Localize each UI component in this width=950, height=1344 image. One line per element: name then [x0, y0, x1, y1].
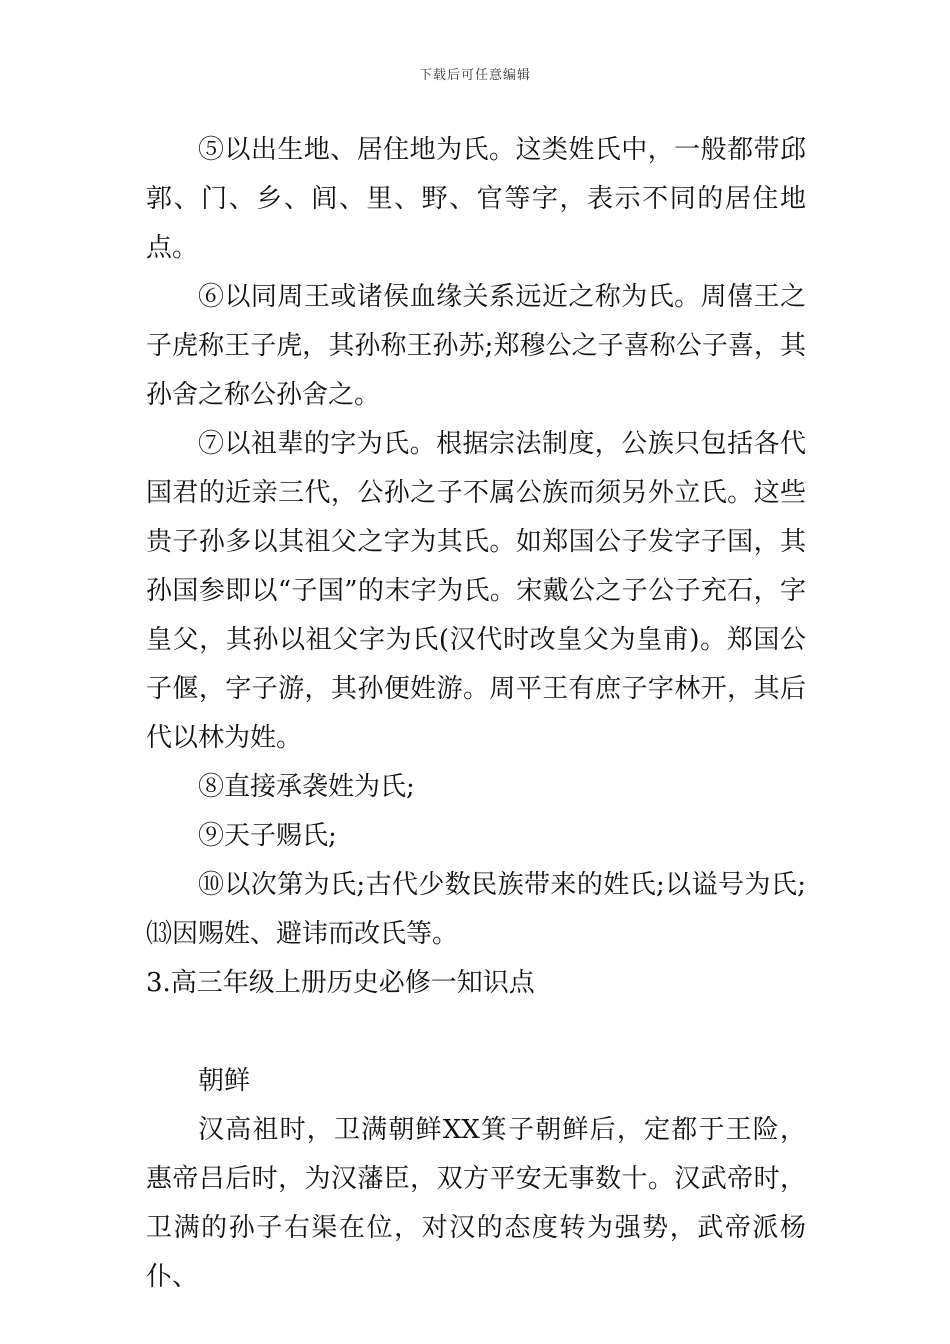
paragraph-5: ⑤以出生地、居住地为氏。这类姓氏中，一般都带邱郭、门、乡、闾、里、野、官等字，表示不同的居住地点。: [146, 135, 806, 263]
paragraph-chaoxian: 汉高祖时，卫满朝鲜XX箕子朝鲜后，定都于王险，惠帝吕后时，为汉藩臣，双方平安无事数十。汉武帝时，卫满的孙子右渠在位，对汉的态度转为强势，武帝派杨仆、: [146, 1115, 806, 1292]
section-heading: 3.高三年级上册历史必修一知识点: [146, 968, 535, 998]
paragraph-7: ⑦以祖辈的字为氏。根据宗法制度，公族只包括各代国君的近亲三代，公孙之子不属公族而须另外立氏。这些贵子孙多以其祖父之字为其氏。如郑国公子发字子国，其孙国参即以“子国”的末字为氏。宋戴公之子公子充石，字皇父，其孙以祖父字为氏(汉代时改皇父为皇甫)。郑国公子偃，字子游，其孙便姓游。周平王有庶子字林开，其后代以林为姓。: [146, 429, 806, 753]
document-body: [146, 126, 806, 1302]
paragraph-6: ⑥以同周王或诸侯血缘关系远近之称为氏。周僖王之子虎称王子虎，其孙称王孙苏;郑穆公之子喜称公子喜，其孙舍之称公孙舍之。: [146, 282, 806, 410]
page-header: 下载后可任意编辑: [418, 68, 531, 83]
paragraph-9: ⑨天子赐氏;: [198, 821, 337, 851]
paragraph-8: ⑧直接承袭姓为氏;: [198, 772, 415, 802]
subheading-chaoxian: 朝鲜: [198, 1066, 251, 1096]
spacer: [146, 1008, 806, 1057]
paragraph-10: ⑩以次第为氏;古代少数民族带来的姓氏;以谥号为氏;⒀因赐姓、避讳而改氏等。: [146, 870, 806, 949]
